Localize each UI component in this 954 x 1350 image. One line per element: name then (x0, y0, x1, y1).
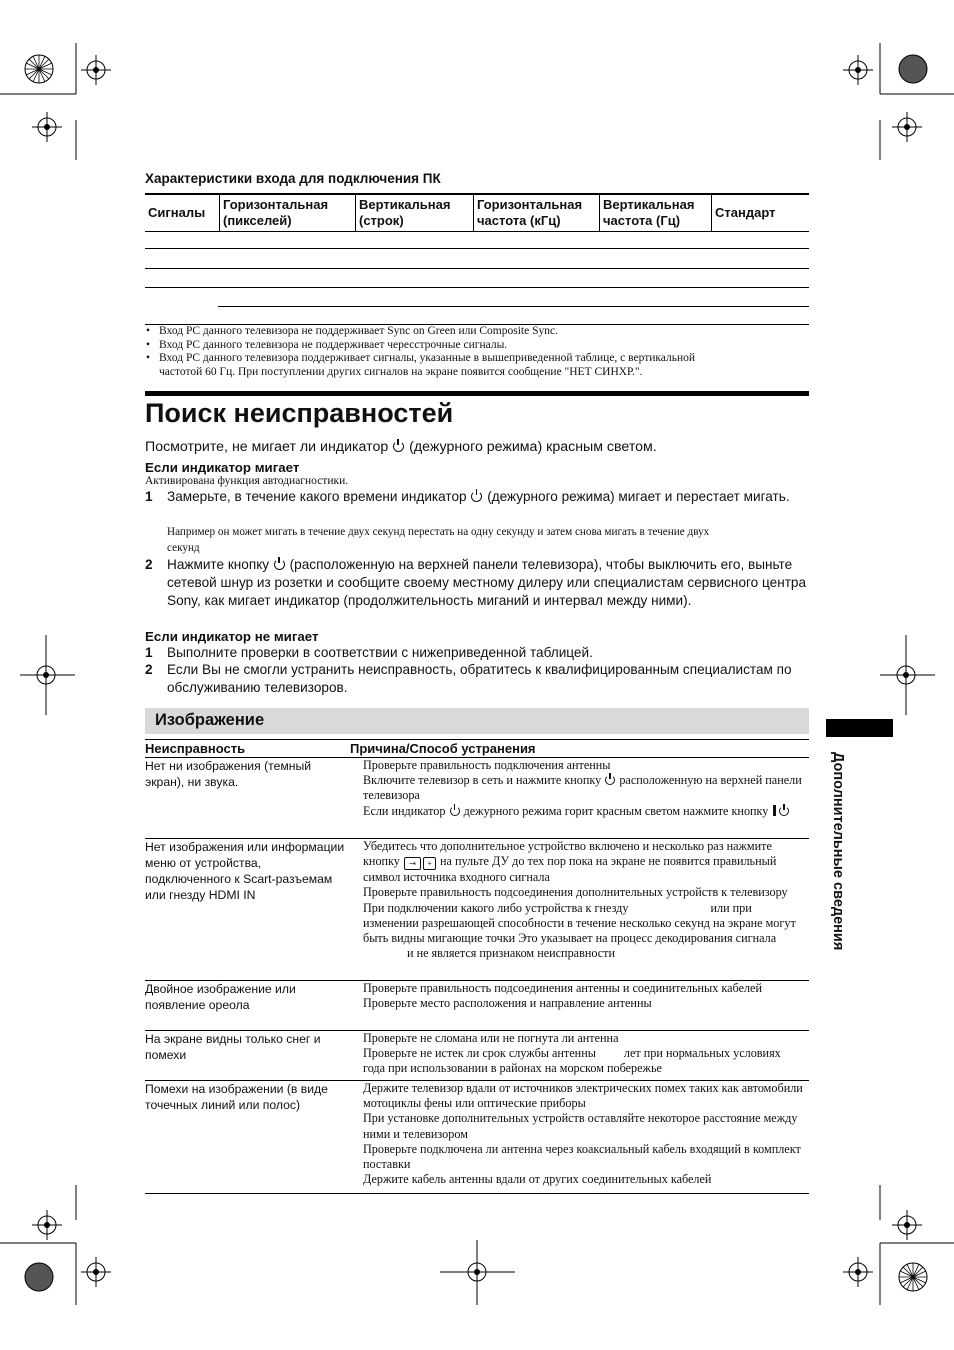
registration-mark-icon (843, 55, 873, 85)
col-horizontal-freq: Горизонтальная частота (кГц) (473, 195, 599, 231)
pc-notes-list (145, 325, 809, 379)
table-row (145, 1080, 809, 1194)
pc-spec-table (145, 193, 809, 232)
cause-item: Проверьте не сломана или не погнута ли антенна (363, 1031, 619, 1045)
registration-mark-icon (32, 1210, 62, 1240)
table-row (145, 838, 809, 981)
cause-item: Проверьте место расположения и направление антенны (363, 996, 652, 1011)
step-number: 2 (145, 557, 153, 572)
cause-item: Держите телевизор вдали от источников электрических помех таких как автомобили мотоциклы фены или оптические приборы (363, 1081, 803, 1111)
blinking-note: Активирована функция автодиагностики. (145, 475, 349, 487)
power-button-bar-icon (773, 805, 776, 816)
not-blinking-step-1 (145, 644, 809, 662)
issue-text: Помехи на изображении (в виде точечных линий или полос) (145, 1082, 328, 1112)
pc-table-row-line (145, 248, 809, 249)
pc-table-row-line (145, 287, 809, 288)
not-blinking-heading: Если индикатор не мигает (145, 629, 319, 644)
col-standard: Стандарт (711, 195, 809, 231)
step-number: 1 (145, 645, 153, 660)
step-text: Нажмите кнопку (167, 557, 270, 572)
power-icon (450, 806, 460, 816)
intro-text (145, 439, 657, 455)
table-row (145, 1030, 809, 1081)
registration-mark-icon (462, 1257, 492, 1287)
power-icon (393, 441, 404, 452)
trouble-table-header (145, 739, 809, 758)
title-rule (145, 391, 809, 396)
col-issue: Неисправность (145, 741, 246, 756)
col-horizontal-pixels: Горизонтальная (пикселей) (219, 195, 355, 231)
gray-dot-icon (898, 54, 928, 84)
blinking-step-1-hint (167, 524, 809, 556)
cause-item: Держите кабель антенны вдали от других соединительных кабелей (363, 1172, 712, 1187)
power-icon (471, 491, 482, 502)
cause-item: Проверьте подключена ли антенна через коаксиальный кабель входящий в комплект поставки (363, 1141, 801, 1172)
blinking-heading: Если индикатор мигает (145, 460, 300, 475)
cause-item: Включите телевизор в сеть и нажмите кнопку расположенную на верхней панели телевизора (363, 773, 802, 803)
cause-list (363, 758, 809, 819)
power-icon (605, 775, 615, 785)
power-icon (779, 806, 789, 816)
blinking-step-1 (145, 488, 809, 506)
table-row (145, 980, 809, 1031)
blinking-step-2 (145, 556, 809, 610)
issue-text: На экране видны только снег и помехи (145, 1032, 321, 1062)
step-number: 1 (145, 489, 153, 504)
section-bar-picture (145, 708, 809, 734)
issue-text: Нет изображения или информации меню от устройства, подключенного к Scart-разъемам или гнезду HDMI IN (145, 840, 345, 902)
starburst-icon (24, 54, 54, 84)
gray-dot-icon (24, 1262, 54, 1292)
power-icon (274, 559, 285, 570)
input-source-icon: ⇥ (404, 857, 421, 870)
cause-item: Проверьте правильность подсоединения дополнительных устройств к телевизору (363, 885, 788, 900)
registration-mark-icon (843, 1257, 873, 1287)
pc-note: • Вход PC данного телевизора поддерживает сигналы, указанные в вышеприведенной таблице, с вертикальной (145, 352, 809, 366)
table-row (145, 757, 809, 839)
hint-line: Например он может мигать в течение двух секунд перестать на одну секунду и затем снова мигать в течение двух (167, 526, 710, 538)
col-cause: Причина/Способ устранения (350, 741, 536, 756)
page-title: Поиск неисправностей (145, 398, 454, 428)
intro-text-after: (дежурного режима) красным светом. (409, 439, 657, 455)
registration-mark-icon (32, 112, 62, 142)
registration-mark-icon (892, 112, 922, 142)
step-text: Выполните проверки в соответствии с нижеприведенной таблицей. (167, 645, 593, 660)
hint-line: секунд (167, 542, 200, 554)
pc-note: • Вход PC данного телевизора не поддерживает чересстрочные сигналы. (145, 339, 809, 353)
cause-list (363, 1081, 809, 1187)
step-number: 2 (145, 662, 153, 677)
cause-item: Проверьте правильность подключения антенны (363, 758, 611, 772)
issue-text: Нет ни изображения (темный экран), ни звука. (145, 759, 312, 789)
step-text: Замерьте, в течение какого времени индикатор (167, 489, 467, 504)
pc-note-continuation: частотой 60 Гц. При поступлении других сигналов на экране появится сообщение "НЕТ СИНХР.". (159, 365, 643, 378)
registration-mark-icon (891, 660, 921, 690)
registration-mark-icon (31, 660, 61, 690)
step-text: (дежурного режима) мигает и перестает мигать. (487, 489, 790, 504)
cause-item: Если индикатор дежурного режима горит красным светом нажмите кнопку (363, 804, 809, 819)
section-title: Изображение (155, 711, 265, 729)
issue-text: Двойное изображение или появление ореола (145, 982, 296, 1012)
pc-spec-heading: Характеристики входа для подключения ПК (145, 171, 441, 186)
cause-item: При подключении какого либо устройства к гнезду или при изменении разрешающей способности в течение несколько секунд на экране могут быть видны мигающие точки Это указывает на процесс декодирования сигналаи не является признаком неисправности (363, 900, 796, 961)
side-section-label: Дополнительные сведения (830, 752, 846, 951)
col-vertical-lines: Вертикальная (строк) (355, 195, 473, 231)
cause-list (363, 981, 809, 1011)
plus-source-icon: + (423, 857, 436, 870)
registration-mark-icon (81, 55, 111, 85)
pc-note: • Вход PC данного телевизора не поддерживает Sync on Green или Composite Sync. (145, 325, 809, 339)
cause-item: При установке дополнительных устройств оставляйте некоторое расстояние между ними и телевизором (363, 1111, 798, 1141)
step-text: Если Вы не смогли устранить неисправность, обратитесь к квалифицированным специалистам по обслуживанию телевизоров. (167, 662, 792, 695)
step-text: (расположенную на верхней панели телевизора), чтобы выключить его, выньте сетевой шнур из розетки и сообщите своему местному дилеру или специалистам сервисного центра Sony, как мигает индикатор (продолжительность миганий и интервал между ними). (167, 557, 807, 608)
pc-table-row-line (145, 268, 809, 269)
col-signals: Сигналы (148, 205, 206, 220)
registration-mark-icon (81, 1257, 111, 1287)
starburst-icon (898, 1262, 928, 1292)
cause-item: Проверьте правильность подсоединения антенны и соединительных кабелей (363, 981, 762, 995)
cause-list (363, 839, 809, 961)
cause-item: Проверьте не истек ли срок службы антенны лет при нормальных условияхгода при использовании в районах на морском побережье (363, 1046, 781, 1076)
pc-table-row-line (218, 306, 809, 307)
intro-text-before: Посмотрите, не мигает ли индикатор (145, 439, 389, 455)
side-tab-marker (826, 719, 893, 737)
cause-list (363, 1031, 809, 1077)
pc-spec-header-row (145, 193, 809, 232)
registration-mark-icon (892, 1210, 922, 1240)
col-vertical-freq: Вертикальная частота (Гц) (599, 195, 711, 231)
not-blinking-step-2 (145, 661, 809, 697)
cause-item: Убедитесь что дополнительное устройство включено и несколько раз нажмите кнопку ⇥ + на пульте ДУ до тех пор пока на экране не появится правильный символ источника входного сигнала (363, 839, 777, 885)
